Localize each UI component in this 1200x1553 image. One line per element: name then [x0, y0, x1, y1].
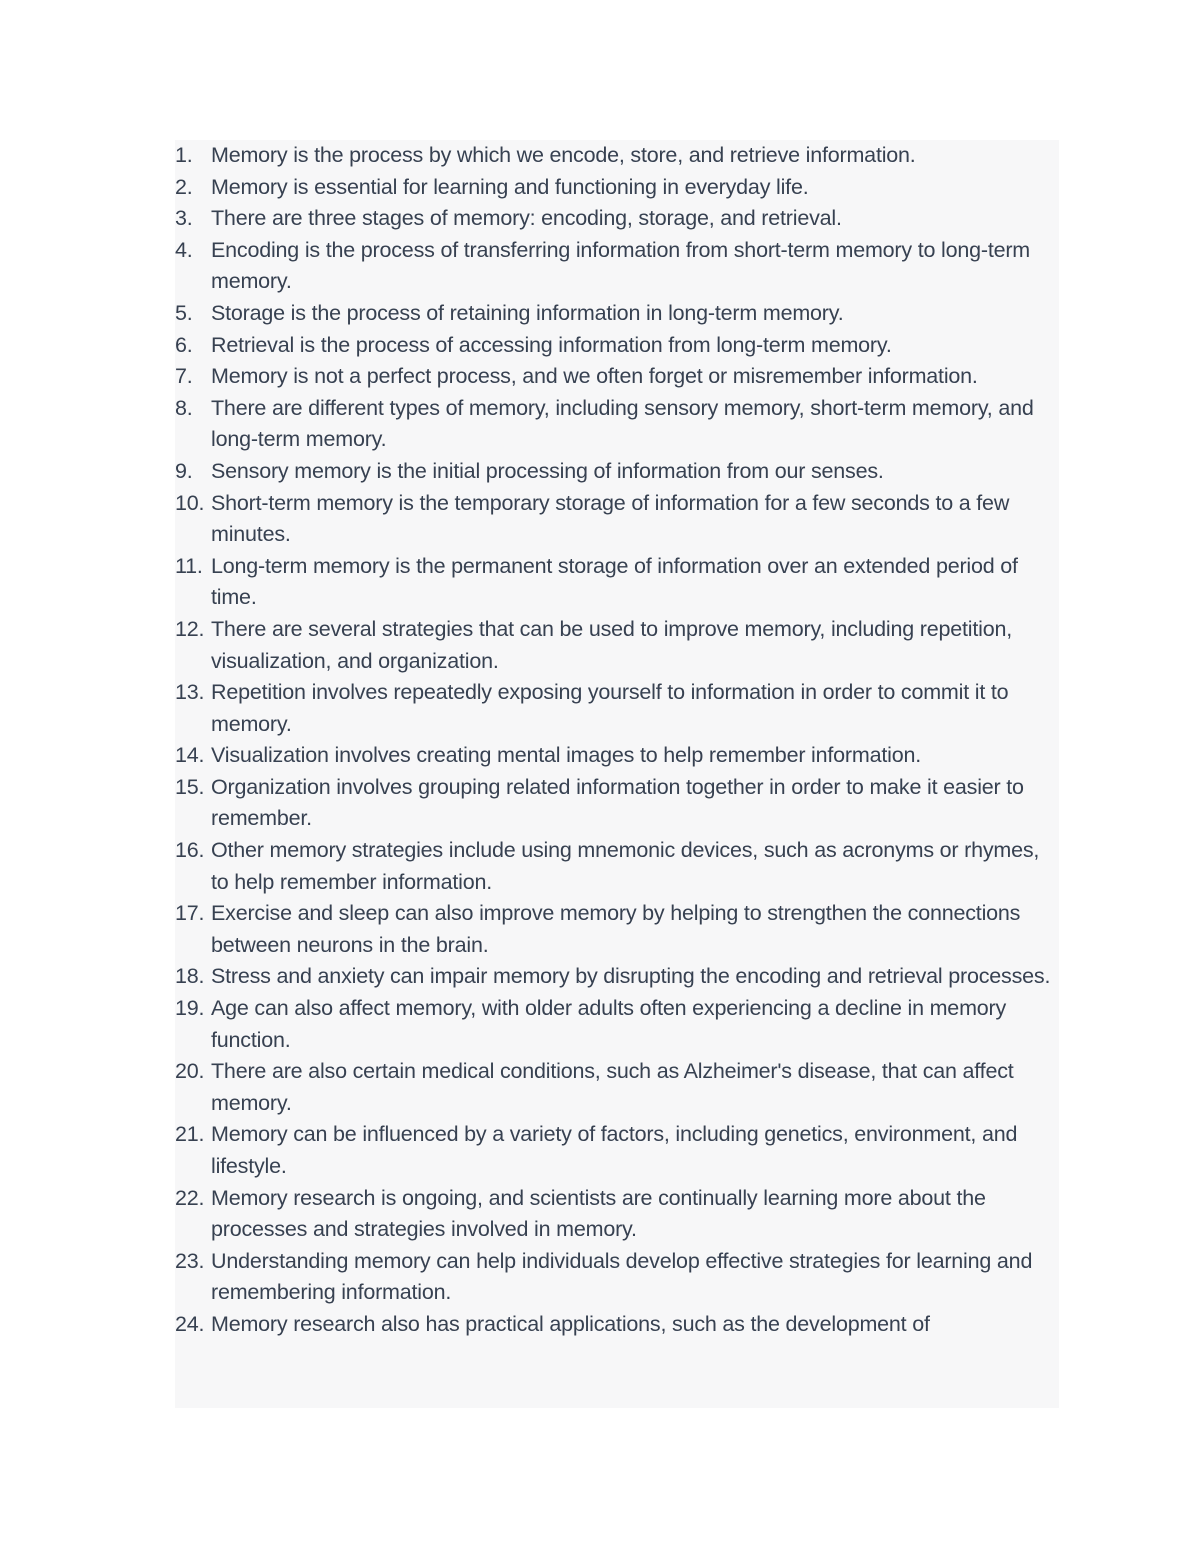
- list-item-number: 5.: [175, 300, 193, 325]
- memory-facts-list: [175, 140, 1059, 1341]
- list-item: [175, 1056, 1059, 1119]
- list-item: [175, 456, 1059, 488]
- list-item-text: Memory is not a perfect process, and we often forget or misremember information.: [211, 364, 978, 389]
- list-item-number: 9.: [175, 458, 193, 483]
- list-item-text: Organization involves grouping related information together in order to make it easier to remember.: [211, 774, 1024, 831]
- list-item: [175, 1246, 1059, 1309]
- list-item-text: There are different types of memory, including sensory memory, short-term memory, and long-term memory.: [211, 395, 1034, 452]
- list-item-text: Repetition involves repeatedly exposing yourself to information in order to commit it to memory.: [211, 680, 1009, 736]
- list-item-text: Short-term memory is the temporary storage of information for a few seconds to a few minutes.: [211, 490, 1010, 547]
- list-item-number: 12.: [175, 616, 205, 641]
- list-item-number: 20.: [175, 1059, 205, 1084]
- list-item: [175, 551, 1059, 614]
- list-item-text: Other memory strategies include using mnemonic devices, such as acronyms or rhymes, to help remember information.: [211, 838, 1040, 894]
- list-item: [175, 740, 1059, 772]
- list-item-text: There are also certain medical conditions, such as Alzheimer's disease, that can affect memory.: [211, 1059, 1014, 1115]
- list-item-number: 15.: [175, 774, 205, 799]
- list-item: [175, 993, 1059, 1056]
- list-item: [175, 488, 1059, 551]
- list-item-number: 23.: [175, 1248, 205, 1273]
- list-item-text: Stress and anxiety can impair memory by disrupting the encoding and retrieval processes.: [211, 964, 1051, 989]
- list-item: [175, 172, 1059, 204]
- list-item-text: Memory is essential for learning and functioning in everyday life.: [211, 174, 809, 199]
- list-item-text: Encoding is the process of transferring information from short-term memory to long-term memory.: [211, 237, 1031, 294]
- list-item-text: Long-term memory is the permanent storage of information over an extended period of time.: [211, 553, 1018, 610]
- list-item-number: 7.: [175, 364, 193, 389]
- list-item-number: 13.: [175, 680, 205, 705]
- list-item: [175, 298, 1059, 330]
- list-item-number: 1.: [175, 143, 193, 167]
- list-item-number: 8.: [175, 395, 193, 420]
- list-item: [175, 330, 1059, 362]
- list-item-number: 22.: [175, 1185, 205, 1210]
- list-item-number: 6.: [175, 332, 193, 357]
- list-item-number: 14.: [175, 743, 205, 768]
- list-item-number: 17.: [175, 901, 205, 926]
- list-item-text: Retrieval is the process of accessing information from long-term memory.: [211, 332, 892, 357]
- list-item: [175, 140, 1059, 172]
- list-item: [175, 614, 1059, 677]
- list-item-number: 19.: [175, 996, 205, 1021]
- list-item-text: Memory is the process by which we encode, store, and retrieve information.: [211, 143, 916, 167]
- list-item: [175, 961, 1059, 993]
- list-item-text: Sensory memory is the initial processing of information from our senses.: [211, 458, 884, 483]
- list-item-number: 18.: [175, 964, 205, 989]
- list-item: [175, 361, 1059, 393]
- list-item-number: 21.: [175, 1122, 205, 1147]
- memory-facts-block: [175, 140, 1059, 1408]
- list-item-number: 11.: [175, 553, 203, 578]
- list-item-text: There are several strategies that can be used to improve memory, including repetition, visualization, and organization.: [211, 616, 1013, 673]
- list-item-text: Exercise and sleep can also improve memory by helping to strengthen the connections between neurons in the brain.: [211, 901, 1021, 957]
- list-item-text: Understanding memory can help individuals develop effective strategies for learning and remembering information.: [211, 1248, 1033, 1305]
- list-item-text: Age can also affect memory, with older adults often experiencing a decline in memory function.: [211, 996, 1007, 1052]
- list-item-text: Visualization involves creating mental images to help remember information.: [211, 743, 921, 768]
- list-item-text: Memory can be influenced by a variety of factors, including genetics, environment, and lifestyle.: [211, 1122, 1018, 1178]
- list-item: [175, 1183, 1059, 1246]
- list-item-number: 2.: [175, 174, 193, 199]
- list-item-number: 16.: [175, 838, 205, 863]
- list-item-text: Storage is the process of retaining information in long-term memory.: [211, 300, 844, 325]
- list-item: [175, 1309, 1059, 1341]
- list-item-number: 10.: [175, 490, 205, 515]
- list-item: [175, 677, 1059, 740]
- list-item-number: 24.: [175, 1311, 205, 1336]
- list-item: [175, 1119, 1059, 1182]
- list-item: [175, 772, 1059, 835]
- list-item: [175, 835, 1059, 898]
- list-item: [175, 203, 1059, 235]
- list-item-text: Memory research also has practical applications, such as the development of: [211, 1311, 930, 1336]
- list-item-text: There are three stages of memory: encoding, storage, and retrieval.: [211, 206, 842, 231]
- list-item-number: 3.: [175, 206, 193, 231]
- list-item-number: 4.: [175, 237, 193, 262]
- list-item: [175, 898, 1059, 961]
- list-item: [175, 393, 1059, 456]
- list-item: [175, 235, 1059, 298]
- list-item-text: Memory research is ongoing, and scientists are continually learning more about the processes and strategies involved in memory.: [211, 1185, 986, 1242]
